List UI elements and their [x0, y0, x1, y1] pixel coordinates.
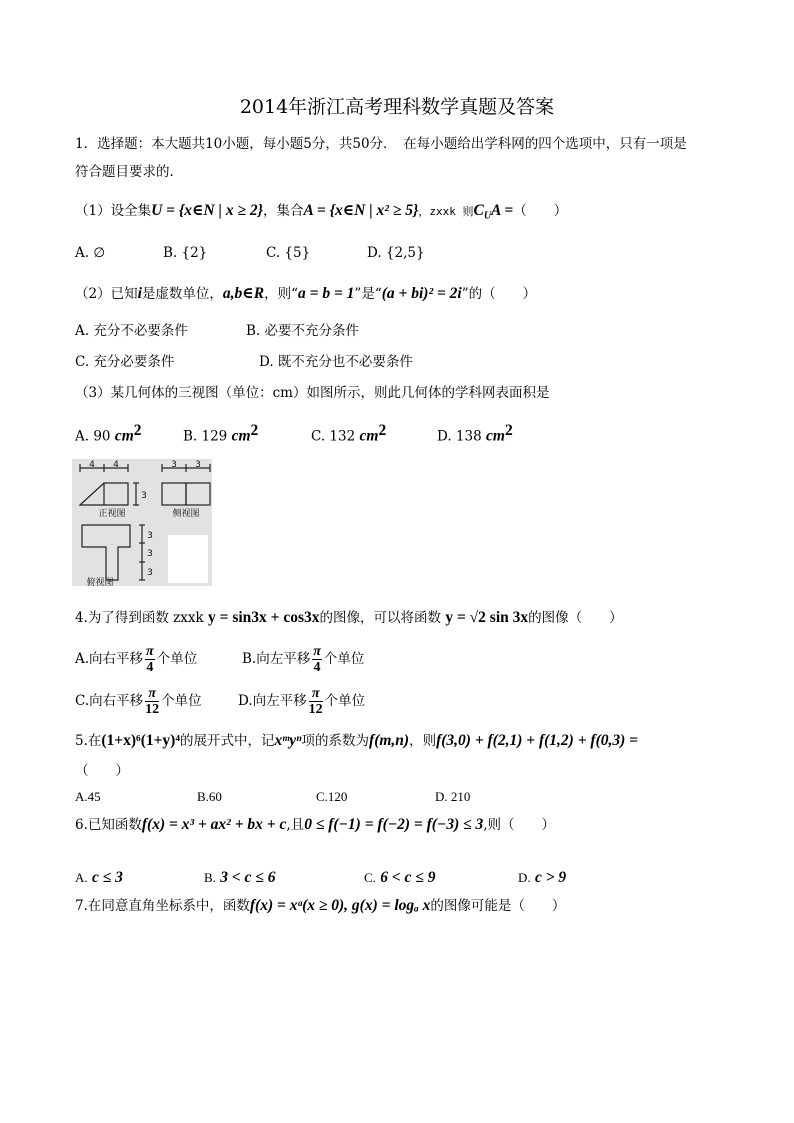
- q2-mid2: ，则“: [264, 286, 298, 302]
- q4-option-d: D.向左平移 $\frac{\pi}{12}$ 个单位: [238, 686, 366, 717]
- dim-plan-1: 3: [147, 531, 153, 541]
- q7-expr: f(x) = xᵃ(x ≥ 0), g(x) = logₐ x: [249, 897, 431, 914]
- q3-option-a-value: A. 90: [75, 428, 111, 445]
- q1-mid: ，集合: [263, 203, 304, 219]
- q6-option-c: C. 6 < c ≤ 9: [364, 869, 436, 886]
- q1-expr2: A =: [491, 202, 514, 219]
- q6-option-d: D. c > 9: [518, 869, 567, 886]
- q5-mid1: 的展开式中，记: [180, 733, 275, 749]
- label-side-view: 侧视图: [172, 509, 200, 519]
- q2-mid1: 是虚数单位，: [141, 286, 223, 302]
- q2-ab: a,b∈R: [222, 285, 265, 302]
- dim-plan-3: 3: [147, 568, 153, 578]
- question-5: [75, 732, 638, 750]
- plan-view-shape: [82, 525, 130, 580]
- dim-side-right: 3: [195, 460, 201, 470]
- q4-mid: 的图像，可以将函数: [319, 610, 442, 626]
- q4-func2: y = √2 sin 3x: [445, 609, 529, 626]
- q3-option-d: D. 138 $cm^2$: [437, 422, 513, 445]
- q7-prefix: 7.在同意直角坐标系中，函数: [75, 898, 250, 914]
- q1-option-d: D. {2,5}: [367, 245, 425, 261]
- q4-option-a: A.向右平移 $\frac{\pi}{4}$ 个单位: [75, 644, 198, 675]
- side-view-left: [162, 483, 186, 505]
- q6-tail: ,则（ ）: [483, 817, 556, 833]
- dim-front-right: 4: [113, 460, 119, 470]
- q3-option-d-value: D. 138: [437, 428, 482, 445]
- q3-option-a-unit: cm: [114, 427, 134, 445]
- label-front-view: 正视图: [98, 509, 126, 519]
- q4-option-c: C.向右平移 $\frac{\pi}{12}$ 个单位: [75, 686, 202, 717]
- dim-side-left: 3: [171, 460, 177, 470]
- q7-tail: 的图像可能是（ ）: [430, 898, 566, 914]
- q2-prefix: （2）已知: [75, 286, 138, 302]
- q3-option-c-unit: cm: [359, 427, 379, 445]
- q1-option-c: C. {5}: [266, 245, 311, 261]
- q2-mid3: ”是“: [354, 286, 382, 302]
- q4-option-a-frac: $\frac{\pi}{4}$: [146, 644, 154, 675]
- q5-mid2: 项的系数为: [301, 733, 370, 749]
- q3-option-d-unit: cm: [486, 427, 505, 445]
- q4-option-d-frac: $\frac{\pi}{12}$: [308, 686, 323, 717]
- q6-option-a: A. c ≤ 3: [75, 869, 123, 886]
- q5-mid3: ，则: [409, 733, 437, 749]
- question-4: [75, 609, 623, 627]
- q5-option-d: D. 210: [435, 789, 471, 804]
- q4-option-c-label: C.向右平移: [75, 693, 144, 709]
- q1-set-a: A = {x∈N | x² ≥ 5}: [303, 202, 419, 219]
- q4-option-b: B.向左平移 $\frac{\pi}{4}$ 个单位: [242, 644, 365, 675]
- dim-front-height: 3: [141, 491, 147, 501]
- q2-option-a: A. 充分不必要条件: [75, 323, 188, 339]
- q2-cond1: a = b = 1: [298, 285, 355, 302]
- q6-mid: ,且: [286, 817, 305, 833]
- q3-option-c: C. 132 $cm^2$: [311, 422, 387, 445]
- q6-fx: f(x) = x³ + ax² + bx + c: [141, 816, 287, 833]
- question-1: [75, 202, 567, 226]
- q1-prefix: （1）设全集: [75, 203, 152, 219]
- q2-option-b: B. 必要不充分条件: [246, 323, 360, 339]
- q6-prefix: 6.已知函数: [75, 817, 142, 833]
- q2-option-c: C. 充分必要条件: [75, 354, 175, 370]
- q1-expr-sub: U: [483, 210, 492, 222]
- q4-option-a-label: A.向右平移: [75, 651, 144, 667]
- q6-option-b: B. 3 < c ≤ 6: [204, 869, 276, 886]
- q1-option-a: A. ∅: [75, 245, 106, 261]
- side-view-right: [186, 483, 210, 505]
- q5-expr: (1+x)⁶(1+y)⁴: [101, 732, 180, 749]
- q4-option-d-label: D.向左平移: [238, 693, 307, 709]
- question-7: [75, 897, 565, 915]
- dim-plan-2: 3: [147, 549, 153, 559]
- q4-tail: 的图像（ ）: [528, 610, 623, 626]
- q6-cond: 0 ≤ f(−1) = f(−2) = f(−3) ≤ 3: [304, 816, 484, 833]
- q3-option-c-value: C. 132: [311, 428, 356, 445]
- dim-front-left: 4: [89, 460, 95, 470]
- q3-option-b: B. 129 $cm^2$: [183, 422, 259, 445]
- q1-option-b: B. {2}: [163, 245, 208, 261]
- q1-set-u: U = {x∈N | x ≥ 2}: [151, 202, 263, 219]
- question-6: [75, 816, 555, 834]
- q5-sum: f(3,0) + f(2,1) + f(1,2) + f(0,3) =: [436, 732, 638, 749]
- section-intro-line1: 1．选择题：本大题共10小题，每小题5分，共50分． 在每小题给出学科网的四个选项中，只有一项是: [75, 136, 687, 152]
- q4-func1: y = sin3x + cos3x: [208, 609, 320, 626]
- q1-tail: ，zxxk 则: [418, 205, 474, 218]
- q5-option-b: B.60: [197, 789, 222, 804]
- q5-prefix: 5.在: [75, 733, 102, 749]
- q5-fmn: f(m,n): [369, 732, 410, 749]
- q4-prefix: 4.为了得到函数 zxxk: [75, 610, 204, 626]
- q2-option-d: D. 既不充分也不必要条件: [259, 354, 413, 370]
- q5-term: xᵐyⁿ: [274, 732, 302, 749]
- three-view-drawing: [72, 459, 212, 586]
- q4-option-b-label: B.向左平移: [242, 651, 311, 667]
- q3-option-a: A. 90 $cm^2$: [75, 422, 142, 445]
- q1-expr: C: [473, 202, 484, 219]
- section-intro-line2: 符合题目要求的.: [75, 164, 174, 180]
- figure-blank-patch: [168, 535, 208, 583]
- q4-option-b-frac: $\frac{\pi}{4}$: [313, 644, 321, 675]
- q4-option-c-frac: $\frac{\pi}{12}$: [145, 686, 160, 717]
- page-title: 2014年浙江高考理科数学真题及答案: [239, 96, 555, 118]
- q2-cond2: (a + bi)² = 2i: [381, 285, 462, 302]
- q3-option-b-value: B. 129: [183, 428, 228, 445]
- question-3: （3）某几何体的三视图（单位：cm）如图所示，则此几何体的学科网表面积是: [75, 385, 550, 401]
- q2-tail: ”的（ ）: [461, 286, 537, 302]
- q1-paren: （ ）: [513, 203, 568, 219]
- label-plan-view: 俯视图: [86, 578, 114, 586]
- q2-i: i: [137, 285, 142, 302]
- q5-option-c: C.120: [316, 789, 348, 804]
- three-view-figure: [72, 459, 212, 586]
- q3-option-b-unit: cm: [231, 427, 251, 445]
- q5-option-a: A.45: [75, 789, 101, 804]
- q5-paren: （ ）: [75, 763, 129, 779]
- question-2: [75, 285, 536, 303]
